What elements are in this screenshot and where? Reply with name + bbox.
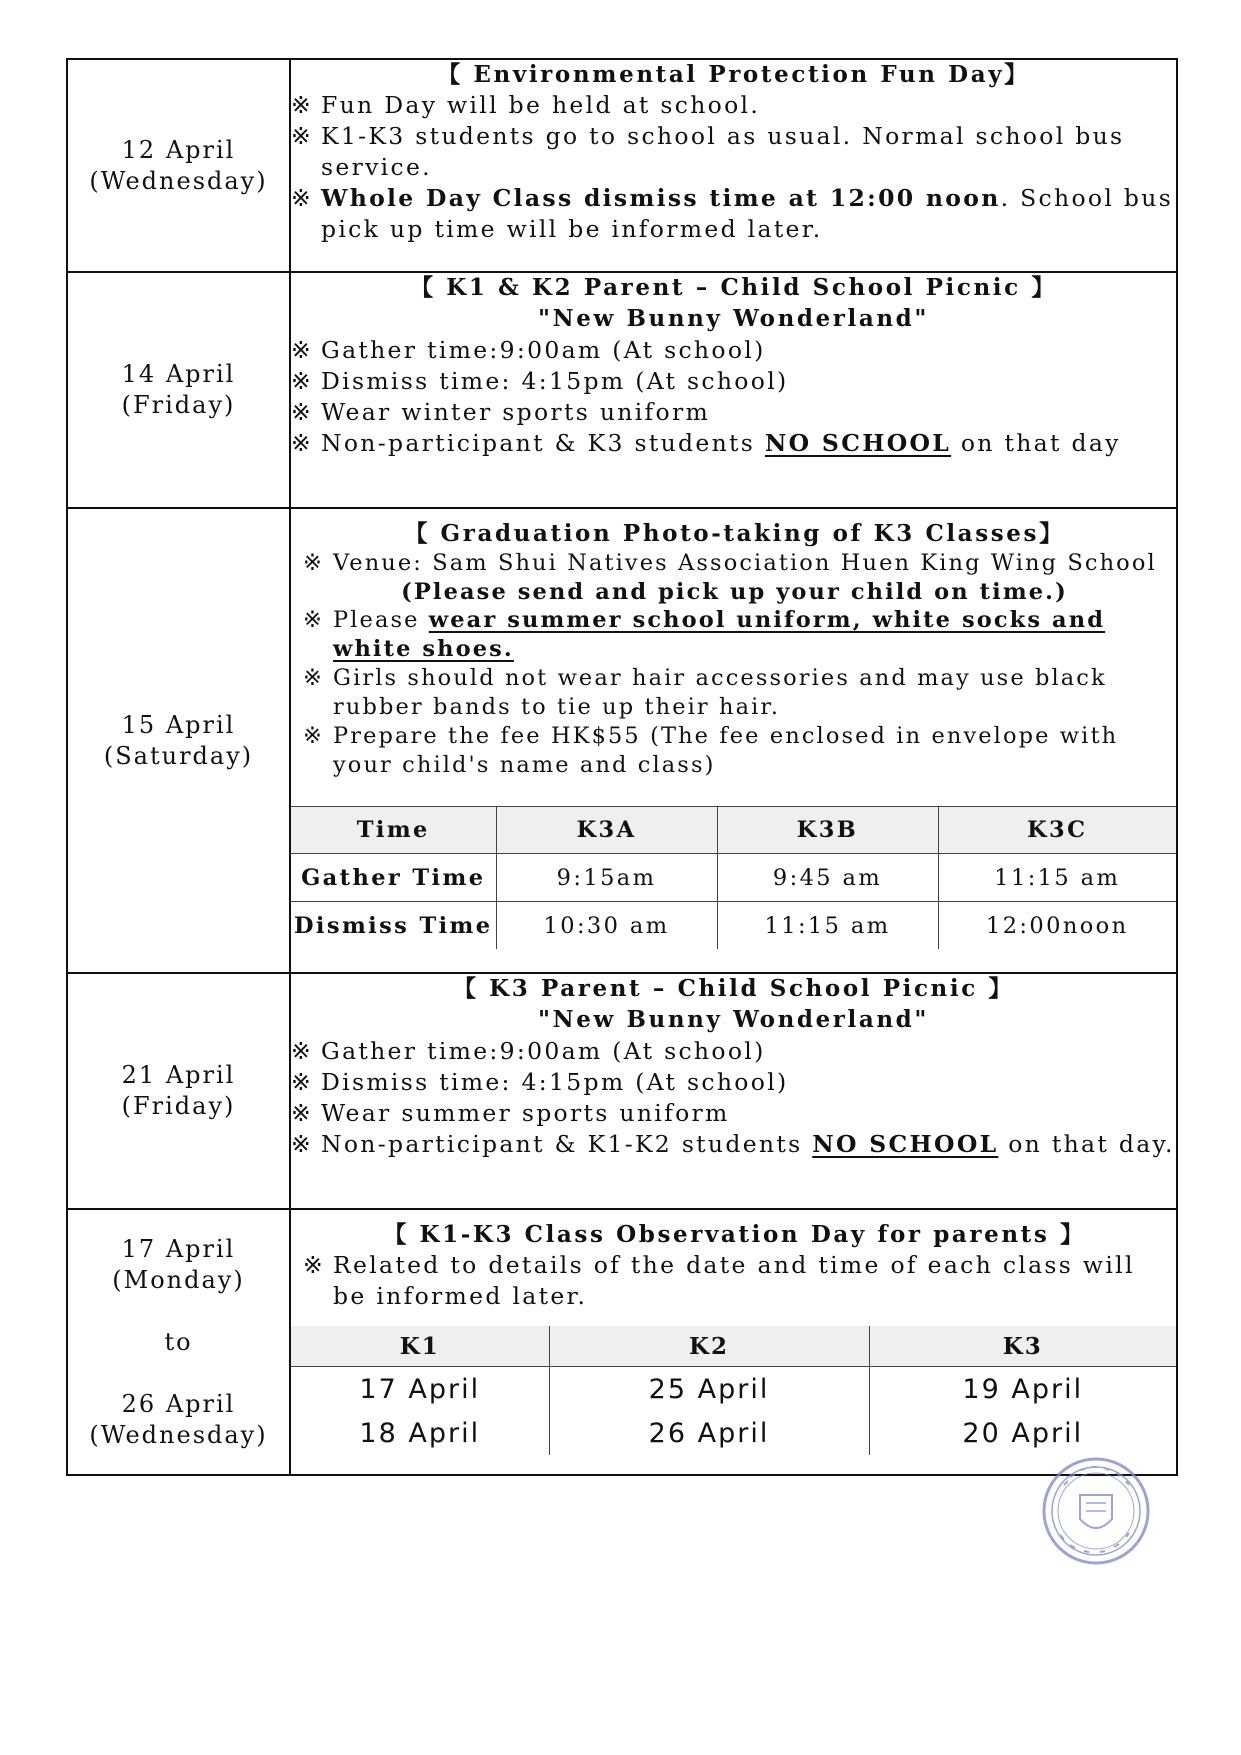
column-header: K1 — [291, 1326, 549, 1367]
weekday-text: (Monday) — [112, 1265, 245, 1294]
table-cell: 10:30 am — [496, 902, 717, 950]
reference-mark-icon: ※ — [291, 1130, 313, 1158]
reference-mark-icon: ※ — [303, 723, 324, 749]
table-row — [291, 902, 1176, 950]
event-details — [290, 1209, 1177, 1475]
table-cell: 26 April — [549, 1411, 869, 1455]
schedule-row — [67, 272, 1177, 508]
table-cell: 17 April — [291, 1367, 549, 1412]
date-text: 17 April — [121, 1234, 236, 1263]
schedule-row — [67, 59, 1177, 272]
reference-mark-icon: ※ — [303, 665, 324, 691]
observation-dates-table — [291, 1326, 1176, 1455]
reference-mark-icon: ※ — [291, 429, 313, 457]
reference-mark-icon: ※ — [303, 607, 324, 633]
row-header: Gather Time — [291, 854, 496, 902]
reference-mark-icon: ※ — [291, 1037, 313, 1065]
uniform-requirement: wear summer school uniform, white socks and white shoes. — [333, 607, 1106, 662]
reference-mark-icon: ※ — [291, 367, 313, 395]
bullet-item: ※ Wear summer sports uniform — [291, 1099, 730, 1127]
table-cell: 11:15 am — [938, 854, 1176, 902]
table-row — [291, 1367, 1176, 1412]
weekday-text: (Friday) — [121, 391, 236, 419]
bullet-item: ※ Please wear summer school uniform, white socks and white shoes. — [303, 607, 1106, 662]
event-title: 【 K1-K3 Class Observation Day for parents 】 — [383, 1221, 1086, 1248]
table-cell: 12:00noon — [938, 902, 1176, 950]
bullet-item: ※ Whole Day Class dismiss time at 12:00 noon. School bus pick up time will be informed later. — [291, 184, 1174, 243]
bullet-item: ※ Dismiss time: 4:15pm (At school) — [291, 367, 789, 395]
column-header: Time — [291, 807, 496, 854]
event-details — [290, 272, 1177, 508]
schedule-row — [67, 508, 1177, 973]
bullet-item: ※ Prepare the fee HK$55 (The fee enclosed in envelope with your child's name and class) — [303, 723, 1119, 778]
table-cell: 9:45 am — [717, 854, 938, 902]
reference-mark-icon: ※ — [303, 550, 324, 576]
event-subtitle: "New Bunny Wonderland" — [538, 1006, 929, 1033]
event-details — [290, 59, 1177, 272]
table-cell: 20 April — [869, 1411, 1176, 1455]
event-details — [290, 973, 1177, 1209]
table-cell: 19 April — [869, 1367, 1176, 1412]
reference-mark-icon: ※ — [291, 1068, 313, 1096]
pickup-note: (Please send and pick up your child on time.) — [401, 579, 1068, 605]
date-text: 12 April — [121, 135, 236, 164]
column-header: K3B — [717, 807, 938, 854]
table-cell: 25 April — [549, 1367, 869, 1412]
reference-mark-icon: ※ — [291, 184, 313, 212]
bullet-item: ※ Fun Day will be held at school. — [291, 91, 761, 119]
event-details — [290, 508, 1177, 973]
school-seal-stamp-icon — [1040, 1455, 1152, 1567]
reference-mark-icon: ※ — [291, 1099, 313, 1127]
bullet-item: ※ Venue: Sam Shui Natives Association Huen King Wing School — [303, 550, 1157, 576]
schedule-table — [66, 58, 1178, 1476]
weekday-text: (Friday) — [121, 1092, 236, 1120]
bullet-item: ※ Non-participant & K3 students NO SCHOOL on that day — [291, 429, 1121, 457]
table-cell: 18 April — [291, 1411, 549, 1455]
column-header: K3C — [938, 807, 1176, 854]
reference-mark-icon: ※ — [291, 122, 313, 150]
event-subtitle: "New Bunny Wonderland" — [538, 305, 929, 332]
table-header-row — [291, 807, 1176, 854]
table-header-row — [291, 1326, 1176, 1367]
bullet-item: ※ Dismiss time: 4:15pm (At school) — [291, 1068, 789, 1096]
date-text: 21 April — [121, 1061, 236, 1089]
date-text: 14 April — [121, 360, 236, 388]
weekday-text: (Wednesday) — [89, 1420, 268, 1449]
bullet-item: ※ Girls should not wear hair accessories and may use black rubber bands to tie up their hair. — [303, 665, 1107, 720]
table-row — [291, 1411, 1176, 1455]
weekday-text: (Saturday) — [103, 741, 254, 770]
bullet-item: ※ Related to details of the date and time of each class will be informed later. — [303, 1251, 1135, 1310]
table-cell: 9:15am — [496, 854, 717, 902]
bullet-item: ※ Non-participant & K1-K2 students NO SCHOOL on that day. — [291, 1130, 1175, 1158]
column-header: K3A — [496, 807, 717, 854]
schedule-row — [67, 1209, 1177, 1475]
table-row — [291, 854, 1176, 902]
reference-mark-icon: ※ — [291, 91, 313, 119]
date-cell — [67, 1209, 290, 1475]
date-cell — [67, 59, 290, 272]
bullet-item: ※ Gather time:9:00am (At school) — [291, 336, 766, 364]
reference-mark-icon: ※ — [291, 336, 313, 364]
row-header: Dismiss Time — [291, 902, 496, 950]
bullet-item: ※ Wear winter sports uniform — [291, 398, 711, 426]
bullet-item: ※ Gather time:9:00am (At school) — [291, 1037, 766, 1065]
no-school-emphasis: NO SCHOOL — [812, 1130, 999, 1158]
reference-mark-icon: ※ — [291, 398, 313, 426]
column-header: K3 — [869, 1326, 1176, 1367]
bullet-item: ※ K1-K3 students go to school as usual. Normal school bus service. — [291, 122, 1125, 181]
date-text: 15 April — [121, 710, 236, 739]
no-school-emphasis: NO SCHOOL — [764, 429, 952, 457]
schedule-row — [67, 973, 1177, 1209]
date-cell — [67, 508, 290, 973]
date-cell — [67, 973, 290, 1209]
event-title: 【 Environmental Protection Fun Day】 — [437, 61, 1030, 88]
event-title: 【 K3 Parent – Child School Picnic 】 — [452, 975, 1015, 1002]
column-header: K2 — [549, 1326, 869, 1367]
event-title: 【 K1 & K2 Parent – Child School Picnic 】 — [410, 274, 1057, 301]
reference-mark-icon: ※ — [303, 1251, 325, 1279]
date-cell — [67, 272, 290, 508]
weekday-text: (Wednesday) — [89, 166, 268, 195]
dismiss-time-emphasis: Whole Day Class dismiss time at 12:00 noon — [321, 184, 1001, 212]
event-title: 【 Graduation Photo-taking of K3 Classes】 — [404, 520, 1065, 547]
date-text: 26 April — [121, 1389, 236, 1418]
table-cell: 11:15 am — [717, 902, 938, 950]
range-separator: to — [164, 1327, 193, 1356]
photo-schedule-table — [291, 806, 1176, 949]
